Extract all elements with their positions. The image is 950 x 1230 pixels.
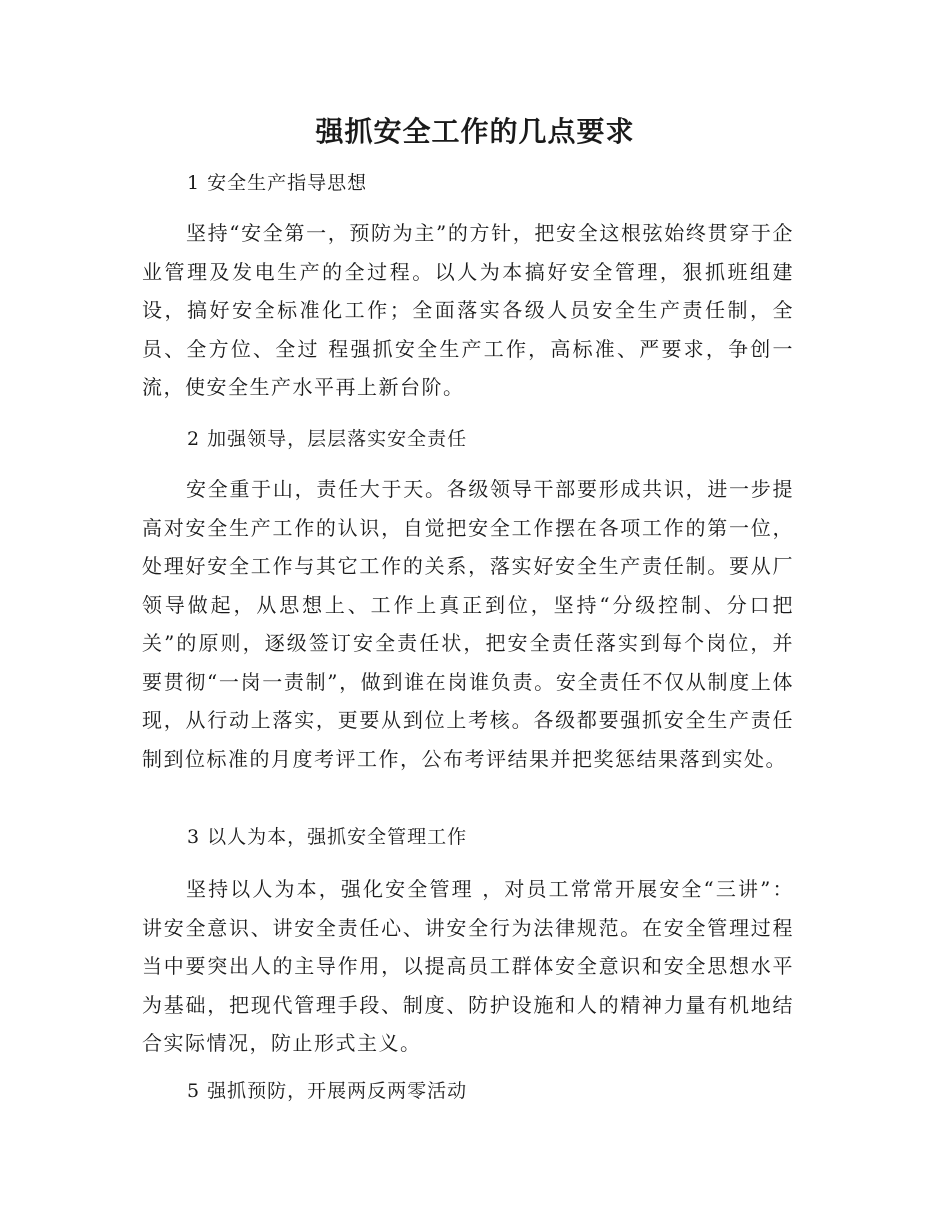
section-1-body: 坚持“安全第一，预防为主”的方针，把安全这根弦始终贯穿于企业管理及发电生产的全过程。以人为本搞好安全管理，狠抓班组建设，搞好安全标准化工作；全面落实各级人员安全生产责任制，全员、全方位、全过 程强抓安全生产工作，高标准、严要求，争创一流，使安全生产水平再上新台阶。: [142, 221, 794, 399]
section-2-heading: 2 加强领导，层层落实安全责任: [187, 428, 468, 450]
section-3-body: 坚持以人为本，强化安全管理 ，对员工常常开展安全“三讲”：讲安全意识、讲安全责任心、讲安全行为法律规范。在安全管理过程当中要突出人的主导作用，以提高员工群体安全意识和安全思想水平为基础，把现代管理手段、制度、防护设施和人的精神力量有机地结合实际情况，防止形式主义。: [142, 877, 794, 1055]
section-1-heading: 1 安全生产指导思想: [187, 172, 368, 194]
section-5-heading: 5 强抓预防，开展两反两零活动: [187, 1080, 468, 1102]
section-3-heading: 3 以人为本，强抓安全管理工作: [187, 826, 468, 848]
page-title: 强抓安全工作的几点要求: [315, 115, 635, 148]
section-2-body: 安全重于山，责任大于天。各级领导干部要形成共识，进一步提高对安全生产工作的认识，自觉把安全工作摆在各项工作的第一位，处理好安全工作与其它工作的关系，落实好安全生产责任制。要从厂领导做起，从思想上、工作上真正到位，坚持“分级控制、分口把关”的原则，逐级签订安全责任状，把安全责任落实到每个岗位，并要贯彻“一岗一责制”，做到谁在岗谁负责。安全责任不仅从制度上体现，从行动上落实，更要从到位上考核。各级都要强抓安全生产责任制到位标准的月度考评工作，公布考评结果并把奖惩结果落到实处。: [142, 477, 794, 771]
